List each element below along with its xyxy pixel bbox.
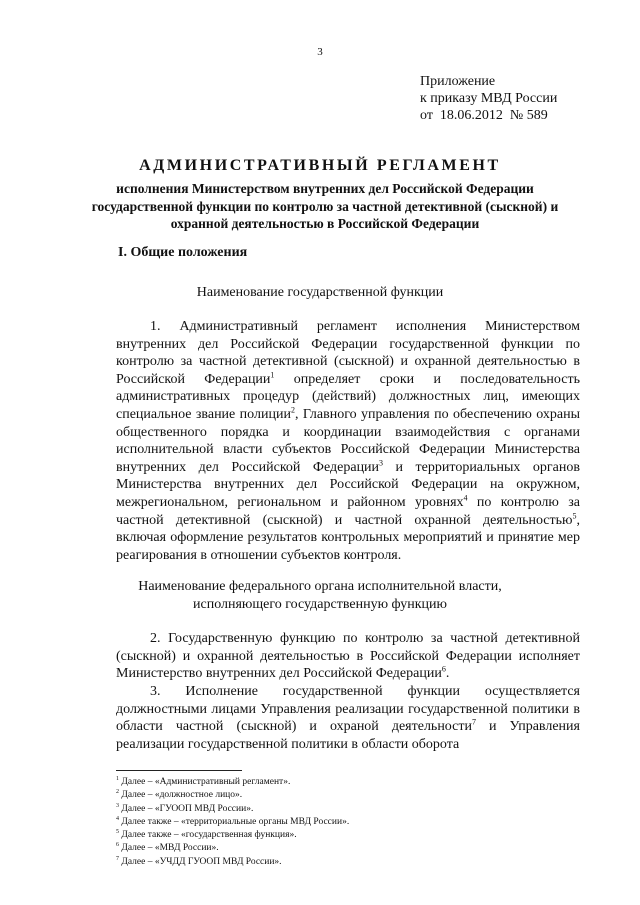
- appendix-note: [420, 73, 557, 124]
- footnote-item: $^2$ Далее – «должностное лицо».: [116, 789, 243, 801]
- appendix-line-3: от 18.06.2012 № 589: [420, 108, 548, 123]
- p2-text-a: 2. Государственную функцию по контролю за частной детективной (сыскной) и охранной деятельностью в Российской Федерации исполняет Министерство внутренних дел Российской Федерации: [116, 631, 580, 682]
- paragraph-3: [116, 683, 580, 753]
- section-heading: I. Общие положения: [118, 245, 248, 260]
- document-title: АДМИНИСТРАТИВНЫЙ РЕГЛАМЕНТ: [139, 157, 501, 174]
- footnote-item: $^4$ Далее также – «территориальные органы МВД России».: [116, 815, 350, 827]
- p3-text-b: и Управления реализации государственной политики в области оборота: [116, 719, 580, 752]
- p1-text-a: 1. Административный регламент исполнения Министерством внутренних дел Российской Федерации государственной функции по контролю за частной детективной (сыскной) и охранной деятельностью в Российской Федерации: [116, 319, 580, 387]
- footnote-item: $^5$ Далее также – «государственная функция».: [116, 829, 297, 841]
- footnote-ref-2: 2: [290, 405, 295, 415]
- subsection-heading-1: Наименование государственной функции: [196, 285, 444, 300]
- footnote-divider: [116, 770, 242, 771]
- footnote-ref-5: 5: [572, 510, 577, 520]
- footnote-ref-4: 4: [463, 493, 468, 503]
- p1-text-d: и территориальных органов Министерства внутренних дел Российской Федерации на окружном, межрегиональном, региональном и районном уровнях: [116, 459, 580, 510]
- p1-text-c: , Главного управления по обеспечению охраны общественного порядка и координации взаимодействия с органами исполнительной власти субъектов Российской Федерации Министерства внутренних дел Российской Федерации: [116, 406, 580, 475]
- document-subtitle: исполнения Министерством внутренних дел Российской Федерации государственной функции по контролю за частной детективной (сыскной) и охранной деятельностью в Российской Федерации: [91, 181, 559, 232]
- footnote-item: $^6$ Далее – «МВД России».: [116, 842, 219, 854]
- footnote-ref-6: 6: [441, 664, 446, 674]
- paragraph-1: [116, 318, 580, 564]
- subsection-heading-2: [80, 578, 560, 614]
- footnote-item: $^7$ Далее – «УЧДД ГУООП МВД России».: [116, 855, 282, 867]
- footnote-ref-3: 3: [379, 458, 384, 468]
- footnotes: [116, 776, 349, 869]
- p1-text-e: по контролю за частной детективной (сыскной) и частной охранной деятельностью: [116, 494, 580, 528]
- footnote-item: $^1$ Далее – «Административный регламент».: [116, 775, 291, 787]
- footnote-ref-7: 7: [471, 717, 476, 727]
- footnote-item: $^3$ Далее – «ГУООП МВД России».: [116, 802, 254, 814]
- p2-text-b: .: [445, 666, 450, 682]
- heading-2-line-2: исполняющего государственную функцию: [193, 597, 447, 612]
- p3-text-a: 3. Исполнение государственной функции осуществляется должностными лицами Управления реализации государственной политики в области частной (сыскной) и охраной деятельности: [116, 684, 580, 735]
- paragraph-2: [116, 630, 580, 683]
- p1-text-f: , включая оформление результатов контрольных мероприятий и принятие мер реагирования в отношении субъектов контроля.: [116, 512, 580, 563]
- appendix-line-2: к приказу МВД России: [420, 91, 558, 106]
- page-number: 3: [317, 46, 323, 58]
- p1-text-b: определяет сроки и последовательность административных процедур (действий) должностных лиц, имеющих специальное звание полиции: [116, 371, 580, 422]
- footnote-ref-1: 1: [270, 370, 275, 380]
- appendix-line-1: Приложение: [420, 74, 496, 89]
- heading-2-line-1: Наименование федерального органа исполнительной власти,: [138, 579, 502, 594]
